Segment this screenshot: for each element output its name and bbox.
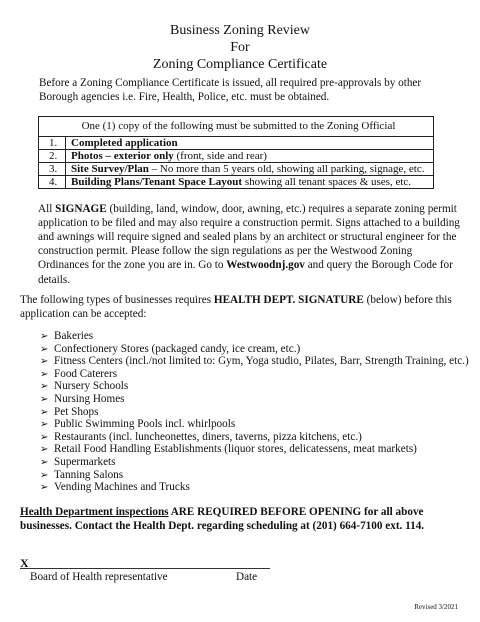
list-item bbox=[40, 393, 480, 406]
requirement-number: 4. bbox=[39, 176, 66, 189]
health-text: (below) before this application can be accepted: bbox=[20, 294, 452, 321]
requirement-number: 3. bbox=[39, 163, 66, 176]
requirement-row bbox=[39, 137, 434, 150]
arrow-bullet-icon: ➢ bbox=[40, 381, 49, 393]
business-type-label: Pet Shops bbox=[54, 405, 99, 418]
business-type-list bbox=[40, 330, 480, 494]
business-type-label: Nursery Schools bbox=[54, 380, 129, 393]
intro-paragraph: Before a Zoning Compliance Certificate is issued, all required pre-approvals by other Borough agencies i.e. Fire, Health, Police, etc. must be obtained. bbox=[39, 77, 422, 104]
signature-mark: X bbox=[20, 556, 29, 570]
requirement-title: Site Survey/Plan bbox=[71, 163, 149, 175]
requirement-title: Building Plans/Tenant Space Layout bbox=[71, 176, 243, 188]
website-link[interactable]: Westwoodnj.gov bbox=[226, 259, 305, 272]
business-type-label: Tanning Salons bbox=[54, 468, 124, 481]
arrow-bullet-icon: ➢ bbox=[40, 469, 49, 481]
arrow-bullet-icon: ➢ bbox=[40, 393, 49, 405]
list-item bbox=[40, 330, 480, 343]
document-title: Business Zoning Review bbox=[170, 23, 310, 38]
list-item bbox=[40, 443, 480, 456]
arrow-bullet-icon: ➢ bbox=[40, 356, 49, 368]
requirement-title: Photos – exterior only bbox=[71, 150, 174, 162]
requirement-number: 1. bbox=[39, 137, 66, 150]
health-text: The following types of businesses requires bbox=[20, 294, 214, 306]
business-type-label: Vending Machines and Trucks bbox=[54, 481, 190, 494]
requirement-detail: showing all tenant spaces & uses, etc. bbox=[242, 176, 412, 188]
inspection-heading: Health Department inspections bbox=[20, 506, 169, 518]
arrow-bullet-icon: ➢ bbox=[40, 482, 49, 494]
list-item bbox=[40, 418, 480, 431]
requirement-row bbox=[39, 150, 434, 163]
document-subtitle: Zoning Compliance Certificate bbox=[152, 57, 328, 72]
requirement-row bbox=[39, 163, 434, 176]
arrow-bullet-icon: ➢ bbox=[40, 456, 49, 468]
signage-text: and query the Borough Code for details. bbox=[38, 259, 453, 286]
requirement-number: 2. bbox=[39, 150, 66, 163]
revision-note: Revised 3/2021 bbox=[414, 603, 458, 611]
business-type-label: Nursing Homes bbox=[54, 392, 125, 405]
business-type-label: Restaurants (incl. luncheonettes, diners, taverns, pizza kitchens, etc.) bbox=[54, 430, 362, 443]
list-item bbox=[40, 456, 480, 469]
business-type-label: Bakeries bbox=[54, 330, 94, 342]
health-intro-paragraph bbox=[20, 293, 460, 321]
requirements-table bbox=[38, 116, 434, 189]
inspection-paragraph bbox=[20, 505, 460, 533]
list-item bbox=[40, 368, 480, 381]
arrow-bullet-icon: ➢ bbox=[40, 431, 49, 443]
requirement-title: Completed application bbox=[71, 137, 178, 149]
document-subtitle-for: For bbox=[230, 40, 250, 55]
list-item bbox=[40, 469, 480, 482]
list-item bbox=[40, 406, 480, 419]
signage-paragraph bbox=[38, 202, 462, 287]
requirements-heading: One (1) copy of the following must be submitted to the Zoning Official bbox=[39, 117, 434, 137]
list-item bbox=[40, 481, 480, 494]
business-type-label: Supermarkets bbox=[54, 455, 116, 468]
business-type-label: Public Swimming Pools incl. whirlpools bbox=[54, 418, 236, 431]
business-type-label: Food Caterers bbox=[54, 367, 118, 380]
business-type-label: Fitness Centers (incl./not limited to: Gym, Yoga studio, Pilates, Barr, Strength Training, etc.) bbox=[54, 355, 469, 368]
signature-line[interactable] bbox=[20, 568, 270, 569]
health-signature-keyword: HEALTH DEPT. SIGNATURE bbox=[213, 294, 364, 306]
list-item bbox=[40, 380, 480, 393]
requirement-detail: (front, side and rear) bbox=[173, 150, 267, 162]
date-label: Date bbox=[236, 571, 258, 583]
business-type-label: Confectionery Stores (packaged candy, ice cream, etc.) bbox=[54, 342, 301, 355]
list-item bbox=[40, 431, 480, 444]
list-item bbox=[40, 343, 480, 356]
arrow-bullet-icon: ➢ bbox=[40, 419, 49, 431]
signage-keyword: SIGNAGE bbox=[55, 203, 107, 215]
requirement-detail: – No more than 5 years old, showing all parking, signage, etc. bbox=[148, 163, 425, 175]
business-type-label: Retail Food Handling Establishments (liquor stores, delicatessens, meat markets) bbox=[54, 443, 417, 456]
arrow-bullet-icon: ➢ bbox=[40, 368, 49, 380]
requirement-row bbox=[39, 176, 434, 189]
arrow-bullet-icon: ➢ bbox=[40, 343, 49, 355]
signage-text: (building, land, window, door, awning, etc.) requires a separate zoning permit application to be filed and may also require a construction permit. Signs attached to a building and awnings will require signed and sealed plans by an architect or structural engineer for the construction permit. Please follow the sign regulations as per the Westwood Zoning Ordinances for the zone you are in. Go to bbox=[38, 203, 460, 272]
inspection-text: ARE REQUIRED BEFORE OPENING for all above businesses. Contact the Health Dept. regarding scheduling at (201) 664-7100 ext. 114. bbox=[20, 506, 425, 533]
arrow-bullet-icon: ➢ bbox=[40, 331, 49, 342]
list-item bbox=[40, 355, 480, 368]
arrow-bullet-icon: ➢ bbox=[40, 406, 49, 418]
signature-label: Board of Health representative bbox=[30, 571, 168, 583]
arrow-bullet-icon: ➢ bbox=[40, 444, 49, 456]
signage-text: All bbox=[38, 203, 56, 215]
